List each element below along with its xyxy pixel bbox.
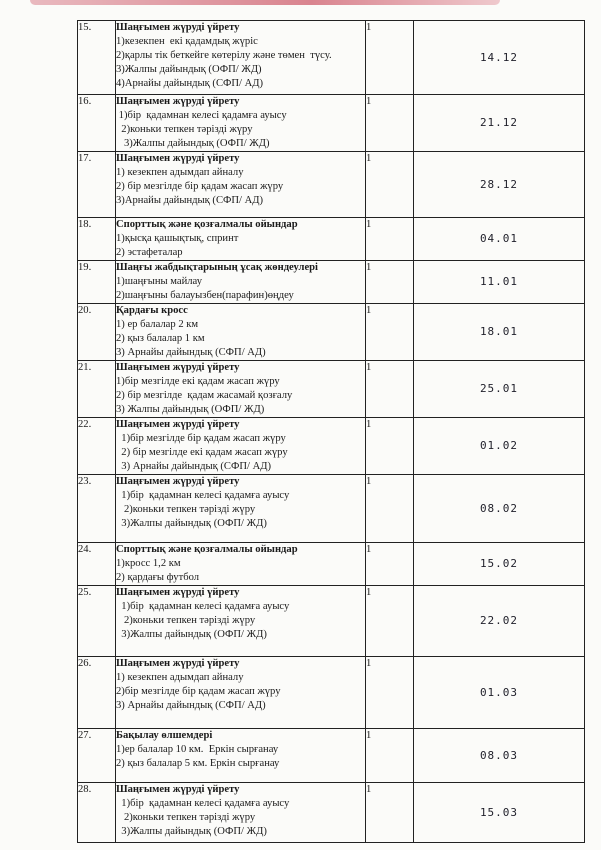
lesson-item: 1)бір мезгілде екі қадам жасап жүру [116,376,280,387]
lesson-hours: 1 [366,543,414,586]
lesson-item: 2) бір мезгілде бір қадам жасап жүру [116,181,284,192]
lesson-hours: 1 [366,152,414,218]
lesson-item: 1)ер балалар 10 км. Еркін сырғанау [116,744,279,755]
lesson-item: 2)коньки тепкен тәрізді жүру [116,615,256,626]
lesson-item: 1)бір мезгілде бір қадам жасап жүру [116,433,286,444]
lesson-date-cell [414,152,585,218]
lesson-date: 18.01 [479,325,519,338]
lesson-content [116,418,366,475]
lesson-title: Шаңғымен жүруді үйрету [116,419,240,430]
lesson-content [116,304,366,361]
lesson-hours: 1 [366,261,414,304]
lesson-hours: 1 [366,361,414,418]
lesson-item: 3) Жалпы дайындық (ОФП/ ЖД) [116,404,265,415]
lesson-number: 24. [78,543,116,586]
lesson-title: Қардағы кросс [116,305,188,316]
lesson-content [116,475,366,543]
lesson-item: 3)Жалпы дайындық (ОФП/ ЖД) [116,64,262,75]
lesson-hours: 1 [366,783,414,843]
lesson-item: 2) қыз балалар 1 км [116,333,205,344]
lesson-row [78,783,585,843]
lesson-hours: 1 [366,21,414,95]
lesson-title: Шаңғымен жүруді үйрету [116,362,240,373]
lesson-date: 22.02 [479,614,519,627]
lesson-item: 1)кросс 1,2 км [116,558,181,569]
lesson-row [78,21,585,95]
lesson-row [78,152,585,218]
lesson-item: 2) бір мезгілде екі қадам жасап жүру [116,447,288,458]
lesson-item: 2)қарлы тік беткейге көтерілу және төмен түсу. [116,50,332,61]
lesson-number: 15. [78,21,116,95]
lesson-date-cell [414,218,585,261]
lesson-number: 25. [78,586,116,657]
lesson-date: 14.12 [479,50,519,64]
lesson-hours: 1 [366,657,414,729]
lesson-number: 16. [78,95,116,152]
lesson-number: 21. [78,361,116,418]
lesson-item: 1)шаңғыны майлау [116,276,203,287]
page-top-edge [30,0,500,5]
lesson-item: 2)коньки тепкен тәрізді жүру [116,812,256,823]
lesson-date: 25.01 [479,382,519,395]
lesson-row [78,657,585,729]
lesson-row [78,95,585,152]
lesson-content [116,657,366,729]
lesson-hours: 1 [366,95,414,152]
lesson-plan-table [77,20,585,843]
lesson-content [116,729,366,783]
lesson-date: 01.02 [479,439,519,452]
lesson-item: 3)Жалпы дайындық (ОФП/ ЖД) [116,518,267,529]
lesson-date: 15.02 [479,557,519,570]
lesson-content [116,152,366,218]
lesson-number: 23. [78,475,116,543]
lesson-title: Шаңғымен жүруді үйрету [116,587,240,598]
lesson-hours: 1 [366,475,414,543]
lesson-title: Шаңғымен жүруді үйрету [116,476,240,487]
lesson-number: 27. [78,729,116,783]
lesson-item: 3)Арнайы дайындық (СФП/ АД) [116,195,264,206]
lesson-item: 1)кезекпен екі қадамдық жүріс [116,36,258,47]
lesson-row [78,418,585,475]
lesson-hours: 1 [366,304,414,361]
lesson-item: 1) кезекпен адымдап айналу [116,672,244,683]
lesson-date: 15.03 [479,805,519,819]
lesson-row [78,261,585,304]
lesson-plan-body [78,21,585,843]
lesson-number: 18. [78,218,116,261]
lesson-date-cell [414,586,585,657]
lesson-date-cell [414,475,585,543]
lesson-item: 3) Арнайы дайындық (СФП/ АД) [116,347,266,358]
lesson-item: 3) Арнайы дайындық (СФП/ АД) [116,700,266,711]
lesson-item: 1)бір қадамнан келесі қадамға ауысу [116,110,287,121]
lesson-item: 1)бір қадамнан келесі қадамға ауысу [116,798,290,809]
lesson-row [78,361,585,418]
lesson-date-cell [414,418,585,475]
lesson-number: 26. [78,657,116,729]
lesson-item: 2) эстафеталар [116,247,183,258]
lesson-date: 08.02 [479,501,519,515]
lesson-number: 28. [78,783,116,843]
lesson-date-cell [414,361,585,418]
lesson-title: Шаңғымен жүруді үйрету [116,22,240,33]
lesson-content [116,783,366,843]
lesson-row [78,475,585,543]
lesson-item: 3)Жалпы дайындық (ОФП/ ЖД) [116,138,270,149]
lesson-item: 2)бір мезгілде бір қадам жасап жүру [116,686,281,697]
lesson-item: 1)бір қадамнан келесі қадамға ауысу [116,490,290,501]
lesson-hours: 1 [366,418,414,475]
lesson-row [78,729,585,783]
lesson-item: 2) қардағы футбол [116,572,200,583]
lesson-date: 21.12 [479,116,519,129]
lesson-title: Шаңғымен жүруді үйрету [116,784,240,795]
lesson-item: 2) қыз балалар 5 км. Еркін сырғанау [116,758,280,769]
lesson-content [116,21,366,95]
lesson-item: 4)Арнайы дайындық (СФП/ АД) [116,78,264,89]
lesson-content [116,586,366,657]
lesson-date: 28.12 [479,177,519,191]
lesson-content [116,261,366,304]
lesson-item: 3)Жалпы дайындық (ОФП/ ЖД) [116,629,267,640]
lesson-date-cell [414,21,585,95]
lesson-title: Шаңғымен жүруді үйрету [116,153,240,164]
lesson-date-cell [414,95,585,152]
lesson-date-cell [414,261,585,304]
lesson-item: 1)бір қадамнан келесі қадамға ауысу [116,601,290,612]
lesson-date: 04.01 [479,232,519,245]
lesson-number: 22. [78,418,116,475]
lesson-row [78,586,585,657]
lesson-item: 2) бір мезгілде қадам жасамай қозғалу [116,390,293,401]
lesson-item: 3) Арнайы дайындық (СФП/ АД) [116,461,271,472]
lesson-hours: 1 [366,218,414,261]
lesson-title: Шаңғы жабдықтарының ұсақ жөндеулері [116,262,318,273]
lesson-row [78,218,585,261]
lesson-number: 17. [78,152,116,218]
lesson-item: 1) кезекпен адымдап айналу [116,167,244,178]
lesson-date-cell [414,783,585,843]
lesson-date: 01.03 [479,685,519,699]
lesson-title: Бақылау өлшемдері [116,730,213,741]
lesson-content [116,543,366,586]
lesson-date-cell [414,304,585,361]
lesson-item: 2)шаңғыны балауызбен(парафин)өңдеу [116,290,294,301]
lesson-number: 19. [78,261,116,304]
lesson-content [116,361,366,418]
lesson-date-cell [414,657,585,729]
lesson-row [78,543,585,586]
lesson-date-cell [414,543,585,586]
lesson-date: 11.01 [479,275,519,288]
lesson-title: Спорттық және қозғалмалы ойындар [116,544,298,555]
lesson-title: Шаңғымен жүруді үйрету [116,658,240,669]
lesson-item: 2)коньки тепкен тәрізді жүру [116,504,256,515]
lesson-row [78,304,585,361]
lesson-item: 1) ер балалар 2 км [116,319,199,330]
lesson-item: 2)коньки тепкен тәрізді жүру [116,124,253,135]
lesson-title: Спорттық және қозғалмалы ойындар [116,219,298,230]
lesson-date: 08.03 [479,748,519,762]
lesson-title: Шаңғымен жүруді үйрету [116,96,240,107]
lesson-content [116,218,366,261]
lesson-hours: 1 [366,729,414,783]
lesson-number: 20. [78,304,116,361]
lesson-item: 3)Жалпы дайындық (ОФП/ ЖД) [116,826,267,837]
lesson-item: 1)қысқа қашықтық, спринт [116,233,239,244]
lesson-date-cell [414,729,585,783]
lesson-hours: 1 [366,586,414,657]
lesson-content [116,95,366,152]
